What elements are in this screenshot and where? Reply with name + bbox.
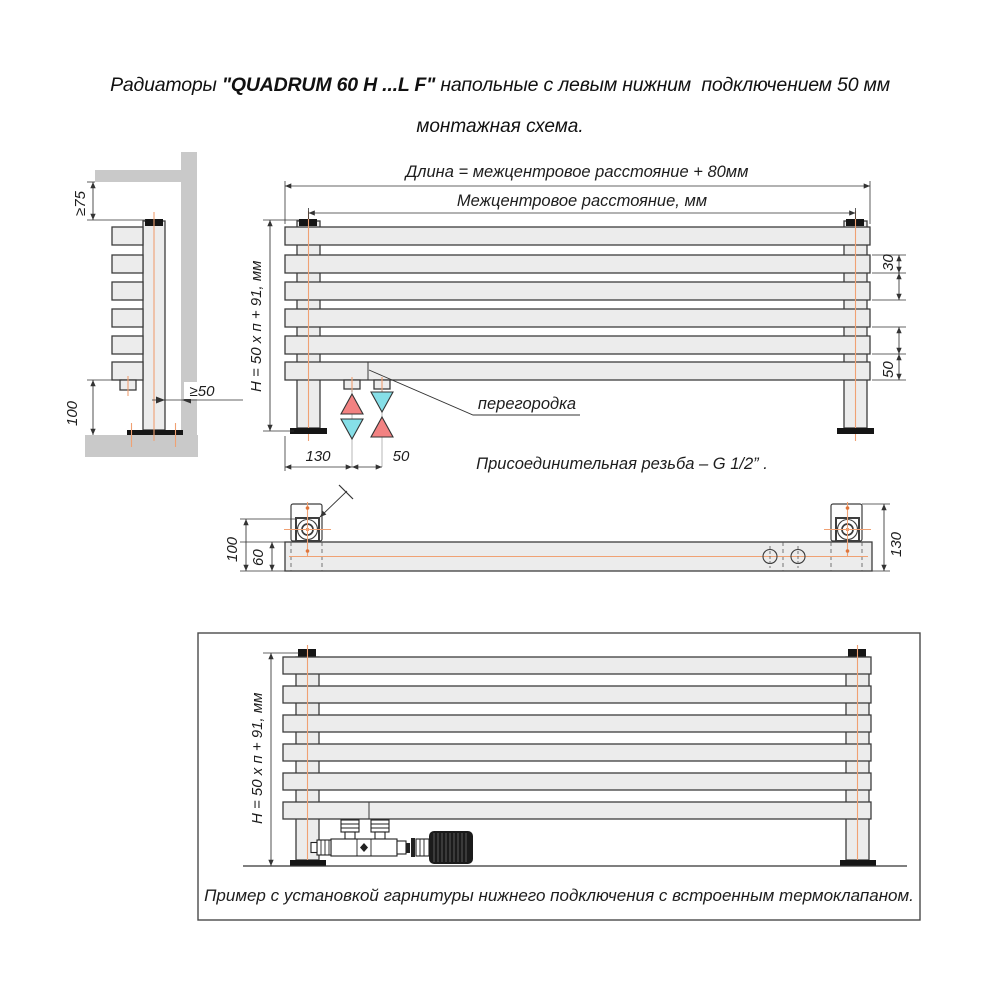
flow-up-icon (371, 417, 393, 437)
tube (285, 282, 870, 300)
example-box (198, 633, 920, 920)
tube-side (112, 282, 143, 300)
example-dim-height-label: H = 50 x п + 91, мм (249, 692, 266, 824)
dim-height-label: H = 50 x п + 91, мм (248, 260, 265, 392)
valve-pipe (375, 832, 385, 839)
title-prefix: Радиаторы (110, 74, 222, 96)
example-caption: Пример с установкой гарнитуры нижнего подключения с встроенным термоклапаном. (204, 886, 914, 905)
title-model: "QUADRUM 60 H ...L F" (221, 74, 436, 96)
tube (285, 227, 870, 245)
foot-plate-right (840, 860, 876, 866)
union-nut (341, 820, 359, 832)
flow-up-icon (341, 394, 363, 414)
tube-side (112, 227, 143, 245)
stem-ring (406, 843, 410, 853)
foot-plate-left (290, 428, 327, 434)
union-nut (371, 820, 389, 832)
tube (285, 309, 870, 327)
plan-dim-foot-depth-label: 130 (888, 531, 905, 557)
tube-side (112, 336, 143, 354)
plan-dim-depth-label: 100 (224, 536, 241, 562)
center-dot (306, 549, 310, 553)
valve-pipe (345, 832, 355, 839)
dim-tube-pitch-label: 50 (880, 361, 897, 378)
side-dim-top-clearance-label: ≥75 (72, 191, 89, 216)
tube (285, 255, 870, 273)
tube (285, 362, 870, 380)
dim-length-label: Длина = межцентровое расстояние + 80мм (405, 163, 749, 181)
tube-side (112, 255, 143, 273)
center-dot (846, 549, 850, 553)
side-dim-bottom-height-label: 100 (64, 400, 81, 426)
foot-plate-right (837, 428, 874, 434)
tube (283, 744, 871, 761)
plan-view (224, 485, 905, 571)
tube (283, 773, 871, 790)
flow-down-icon (371, 392, 393, 412)
dim-conn-offset-label: 130 (305, 448, 331, 465)
shelf-section (95, 170, 181, 182)
foot-plate-side (127, 430, 183, 435)
foot-leader (320, 491, 347, 517)
thread-note: Присоединительная резьба – G 1/2” . (476, 455, 768, 473)
dim-spacing-label: Межцентровое расстояние, мм (456, 192, 708, 210)
tube (285, 336, 870, 354)
partition-label: перегородка (477, 395, 577, 413)
tube (283, 802, 871, 819)
tube (283, 715, 871, 732)
tube (283, 686, 871, 703)
dim-conn-spacing-label: 50 (392, 448, 410, 465)
head-collar (416, 839, 429, 856)
flow-down-icon (341, 419, 363, 439)
center-dot (846, 506, 850, 510)
page-subtitle: монтажная схема. (416, 116, 584, 137)
valve-end-tip (311, 843, 317, 853)
side-dim-wall-clearance-label: ≥50 (189, 383, 215, 400)
side-view (64, 152, 243, 457)
floor-section (85, 435, 198, 457)
foot-plate-left (290, 860, 326, 866)
valve-port (397, 841, 406, 854)
title-suffix: напольные с левым нижним подключением 50 мм (435, 74, 890, 96)
stem-ring (411, 838, 415, 857)
tube-side (112, 309, 143, 327)
tube (283, 657, 871, 674)
front-view (248, 163, 906, 471)
plan-dim-body-depth-label: 60 (250, 549, 267, 566)
center-dot (306, 506, 310, 510)
dim-tube-height-label: 30 (880, 254, 897, 271)
